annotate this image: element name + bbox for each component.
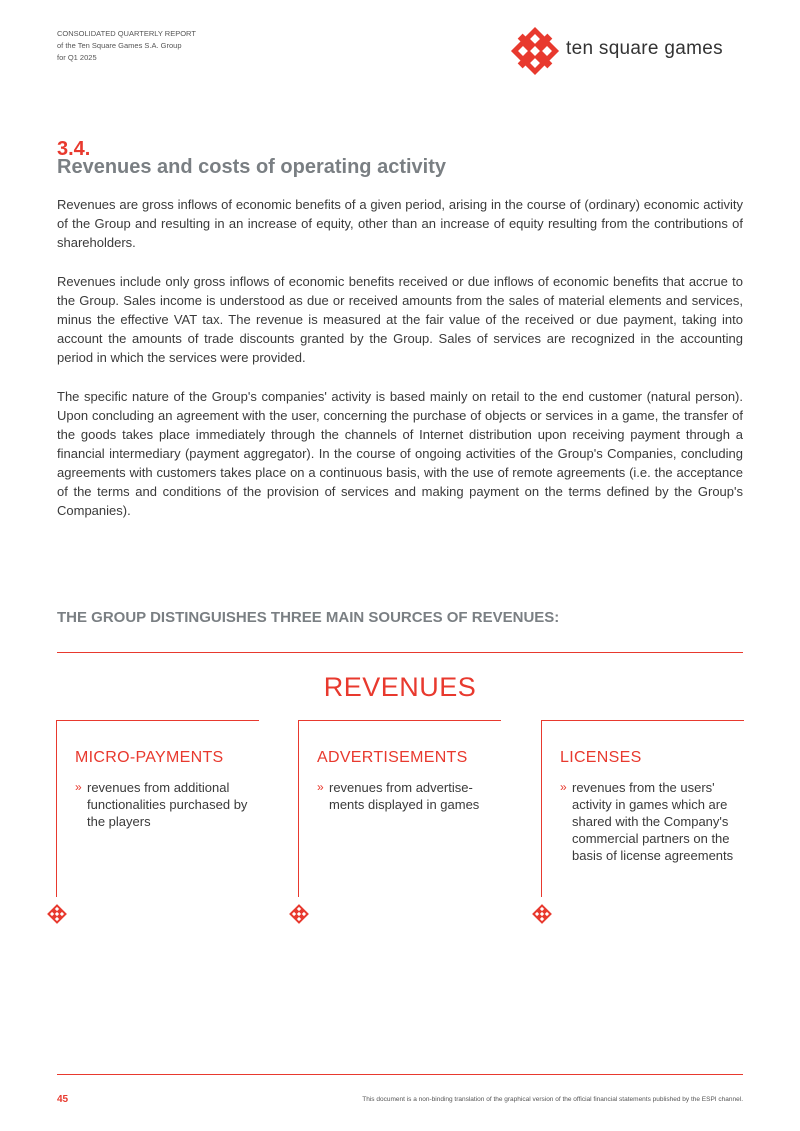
logo-text: ten square games bbox=[566, 38, 723, 59]
revenue-source-card bbox=[56, 720, 259, 897]
revenues-title: REVENUES bbox=[323, 672, 477, 702]
card-bullet bbox=[560, 779, 745, 864]
sources-heading: THE GROUP DISTINGUISHES THREE MAIN SOURCES OF REVENUES: bbox=[57, 609, 560, 626]
footer-divider bbox=[57, 1074, 743, 1075]
card-bullet bbox=[75, 779, 260, 830]
report-identifier bbox=[57, 28, 196, 64]
report-line: of the Ten Square Games S.A. Group bbox=[57, 41, 182, 50]
diamond-grid-icon bbox=[532, 904, 552, 924]
card-bullet bbox=[317, 779, 502, 813]
card-title: ADVERTISEMENTS bbox=[317, 749, 468, 766]
card-text: revenues from the users' activity in games which are shared with the Company's commercial partners on the basis of license agreements bbox=[572, 780, 734, 863]
diamond-grid-icon bbox=[289, 904, 309, 924]
section-number: 3.4. bbox=[57, 138, 91, 160]
paragraph: Revenues are gross inflows of economic benefits of a given period, arising in the course of (ordinary) economic activity of the Group and resulting in an increase of equity, other than an increase of equity resulting from the contributions of shareholders. bbox=[57, 197, 743, 250]
revenue-source-card bbox=[541, 720, 744, 897]
diamond-grid-icon bbox=[510, 26, 560, 76]
paragraph: Revenues include only gross inflows of economic benefits received or due inflows of economic benefits that accrue to the Group. Sales income is understood as due or received amounts from the sales of material elements and services, minus the effective VAT tax. The revenue is measured at the fair value of the received or due payment, taking into account the amounts of trade discounts granted by the Group. Sales of services are recognized in the accounting period in which the services were provided. bbox=[57, 274, 743, 365]
report-line: CONSOLIDATED QUARTERLY REPORT bbox=[57, 29, 196, 38]
card-title: LICENSES bbox=[560, 749, 642, 766]
diamond-grid-icon bbox=[47, 904, 67, 924]
revenue-source-card bbox=[298, 720, 501, 897]
footer-note: This document is a non-binding translation of the graphical version of the official financial statements published by the ESPI channel. bbox=[362, 1096, 743, 1103]
report-line: for Q1 2025 bbox=[57, 53, 97, 62]
bullet-icon: » bbox=[560, 780, 567, 794]
page-number: 45 bbox=[57, 1094, 69, 1105]
bullet-icon: » bbox=[75, 780, 82, 794]
paragraph: The specific nature of the Group's companies' activity is based mainly on retail to the end customer (natural person). Upon concluding an agreement with the user, concerning the purchase of objects or services in a game, the transfer of the goods takes place immediately through the channels of Internet distribution upon receiving payment through a financial intermediary (payment aggregator). In the course of ongoing activities of the Group's Companies, concluding agreements with customers takes place on a continuous basis, with the use of remote agreements (i.e. the acceptance of the terms and conditions of the provision of services and making payment on the terms defined by the Group's Companies). bbox=[57, 389, 743, 518]
company-logo bbox=[510, 26, 746, 76]
divider bbox=[57, 652, 743, 653]
section-title: Revenues and costs of operating activity bbox=[57, 156, 446, 178]
card-title: MICRO-PAYMENTS bbox=[75, 749, 224, 766]
card-text: revenues from additional functionalities purchased by the players bbox=[87, 780, 248, 829]
bullet-icon: » bbox=[317, 780, 324, 794]
card-text: revenues from advertise-ments displayed in games bbox=[329, 780, 480, 812]
